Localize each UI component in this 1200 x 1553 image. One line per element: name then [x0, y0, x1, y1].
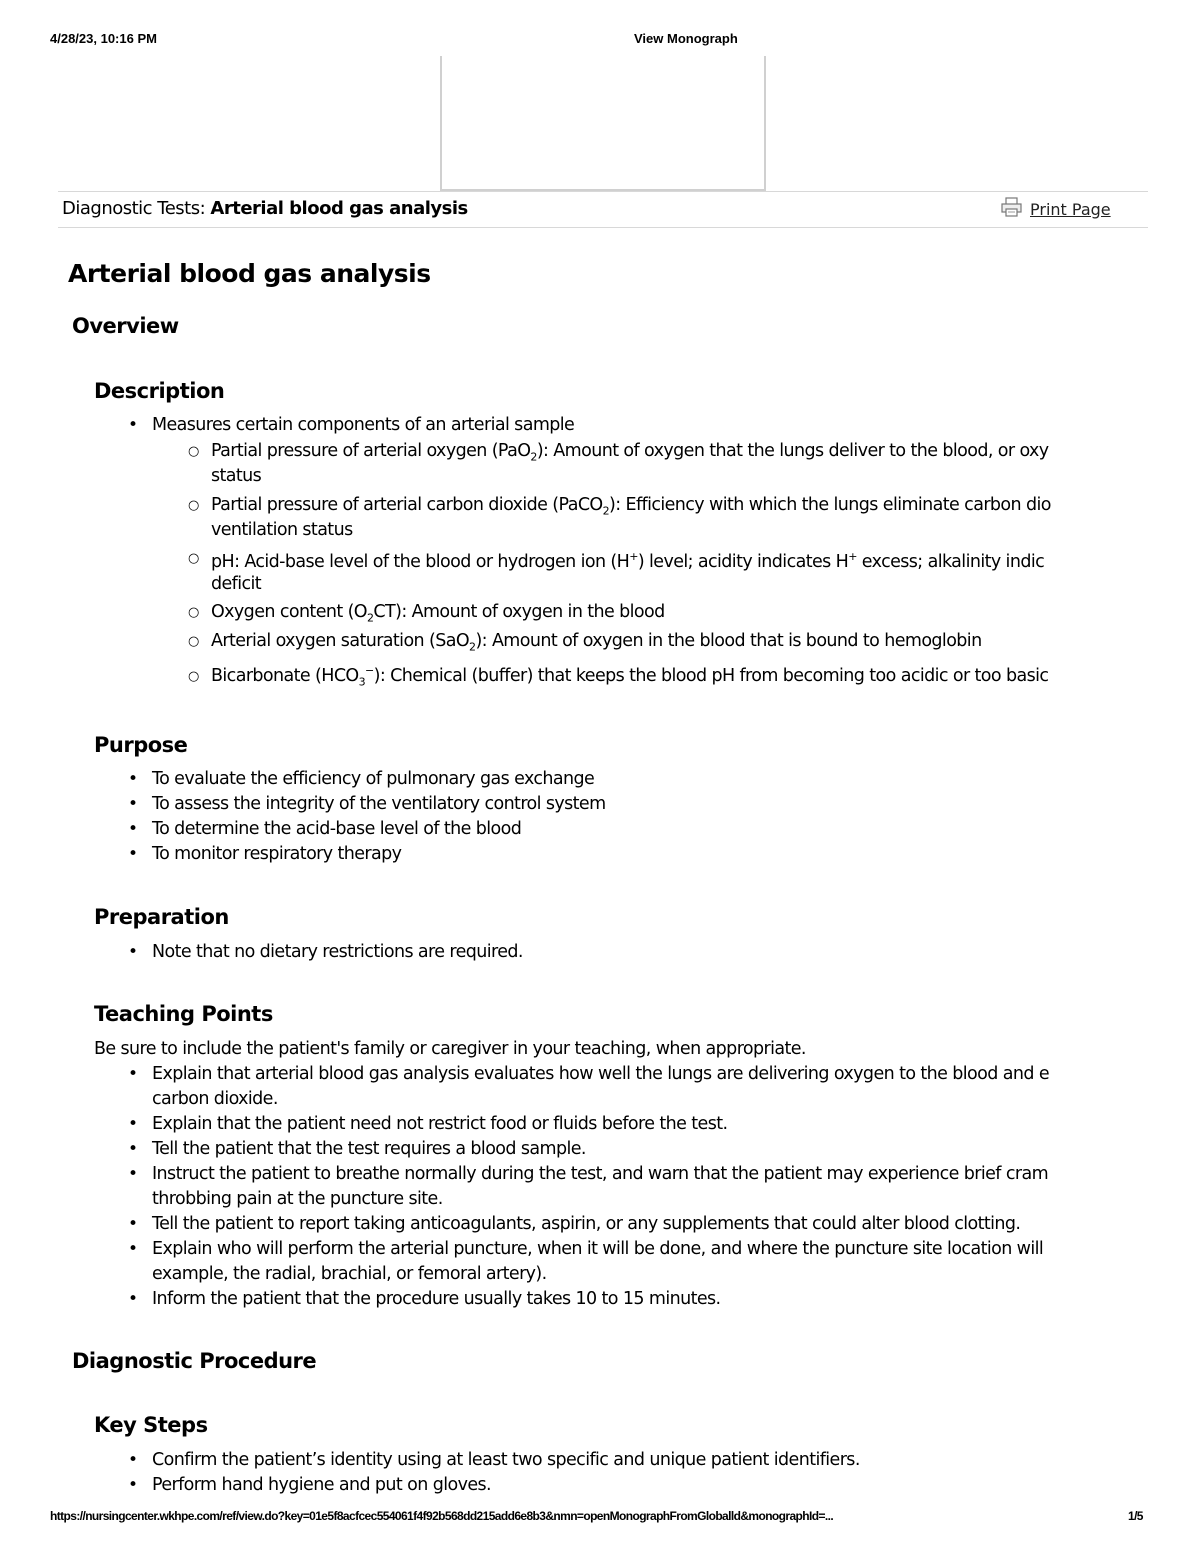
description-section	[0, 413, 1148, 703]
page-title: Arterial blood gas analysis	[68, 259, 431, 288]
purpose-heading: Purpose	[94, 733, 188, 757]
description-heading: Description	[94, 379, 225, 403]
list-item-text: Measures certain components of an arterial sample	[152, 415, 575, 435]
list-item	[152, 1062, 1148, 1112]
overview-heading: Overview	[72, 314, 179, 338]
text: ): Amount of oxygen that the lungs deliver to the blood, or oxy	[536, 441, 1049, 461]
list-item	[211, 629, 1148, 664]
text: −	[365, 664, 374, 678]
list-item: • To determine the acid-base level of the blood	[152, 817, 606, 842]
text: Explain who will perform the arterial puncture, when it will be done, and where the puncture site location will	[152, 1239, 1044, 1259]
preparation-list	[152, 940, 523, 965]
text: ): Amount of oxygen in the blood that is bound to hemoglobin	[475, 631, 982, 651]
text: ) level; acidity indicates H	[637, 552, 849, 572]
text: Tell the patient that the test requires a blood sample.	[152, 1139, 586, 1159]
divider	[58, 227, 1148, 228]
text: carbon dioxide.	[152, 1089, 278, 1109]
text: Explain that arterial blood gas analysis evaluates how well the lungs are delivering oxygen to the blood and e	[152, 1064, 1049, 1084]
print-page-link[interactable]	[1000, 196, 1111, 222]
teaching-intro: Be sure to include the patient's family or caregiver in your teaching, when appropriate.	[94, 1039, 806, 1059]
list-item: • To monitor respiratory therapy	[152, 842, 606, 867]
list-item: • Perform hand hygiene and put on gloves.	[152, 1473, 860, 1498]
list-item	[152, 1137, 1148, 1162]
list-item	[152, 1212, 1148, 1237]
list-item	[211, 439, 1148, 493]
print-footer-url: https://nursingcenter.wkhpe.com/ref/view.do?key=01e5f8acfcec554061f4f92b568dd215add6e8b3&nmn=openMonographFromGloballd&monographId=...	[50, 1509, 834, 1523]
text: 2	[602, 504, 610, 518]
text: Tell the patient to report taking anticoagulants, aspirin, or any supplements that could alter blood clotting.	[152, 1214, 1021, 1234]
text: throbbing pain at the puncture site.	[152, 1189, 443, 1209]
teaching-section	[0, 1062, 1148, 1322]
list-item	[211, 664, 1148, 689]
list-item: • To assess the integrity of the ventilatory control system	[152, 792, 606, 817]
list-item	[152, 1112, 1148, 1137]
printer-icon	[1000, 196, 1024, 222]
print-page-label[interactable]: Print Page	[1030, 199, 1111, 219]
text: 2	[366, 611, 374, 625]
preparation-heading: Preparation	[94, 905, 229, 929]
list-item: • Confirm the patient’s identity using at least two specific and unique patient identifiers.	[152, 1448, 860, 1473]
list-item: • To evaluate the efficiency of pulmonary gas exchange	[152, 767, 606, 792]
text: Oxygen content (O	[211, 602, 367, 622]
procedure-heading: Diagnostic Procedure	[72, 1349, 317, 1373]
text: Arterial oxygen saturation (SaO	[211, 631, 470, 651]
text: +	[848, 550, 857, 564]
text: Partial pressure of arterial carbon dioxide (PaCO	[211, 495, 603, 515]
text: 2	[469, 640, 476, 654]
text: Partial pressure of arterial oxygen (PaO	[211, 441, 531, 461]
breadcrumb-prefix: Diagnostic Tests:	[62, 198, 211, 219]
text: status	[211, 466, 262, 486]
list-item	[152, 1162, 1148, 1212]
text: Inform the patient that the procedure usually takes 10 to 15 minutes.	[152, 1289, 721, 1309]
divider	[58, 191, 1148, 192]
text: Explain that the patient need not restrict food or fluids before the test.	[152, 1114, 728, 1134]
text: excess; alkalinity indic	[856, 552, 1045, 572]
list-item	[211, 548, 1148, 600]
text: pH: Acid-base level of the blood or hydrogen ion (H	[211, 552, 630, 572]
text: Instruct the patient to breathe normally during the test, and warn that the patient may experience brief cram	[152, 1164, 1049, 1184]
text: ventilation status	[211, 520, 353, 540]
print-title: View Monograph	[634, 31, 738, 46]
purpose-list	[152, 767, 606, 867]
teaching-heading: Teaching Points	[94, 1002, 273, 1026]
text: 2	[530, 450, 537, 464]
list-item	[152, 1287, 1148, 1312]
print-page-number: 1/5	[1128, 1509, 1143, 1523]
list-item	[211, 493, 1148, 548]
list-item: • Note that no dietary restrictions are required.	[152, 940, 523, 965]
list-item	[152, 413, 1148, 438]
text: example, the radial, brachial, or femoral artery).	[152, 1264, 547, 1284]
key-steps-list	[152, 1448, 860, 1498]
text: deficit	[211, 574, 262, 594]
text: ): Chemical (buffer) that keeps the blood pH from becoming too acidic or too basic	[373, 666, 1049, 686]
monograph-image-frame	[440, 56, 766, 191]
print-datetime: 4/28/23, 10:16 PM	[50, 31, 157, 46]
list-item	[152, 1237, 1148, 1287]
text: Bicarbonate (HCO	[211, 666, 359, 686]
breadcrumb-current: Arterial blood gas analysis	[210, 198, 468, 219]
list-item	[211, 600, 1148, 629]
text: +	[629, 550, 638, 564]
text: CT): Amount of oxygen in the blood	[373, 602, 665, 622]
text: ): Efficiency with which the lungs eliminate carbon dio	[609, 495, 1051, 515]
breadcrumb	[62, 198, 468, 219]
key-steps-heading: Key Steps	[94, 1413, 208, 1437]
text: 3	[358, 675, 366, 689]
